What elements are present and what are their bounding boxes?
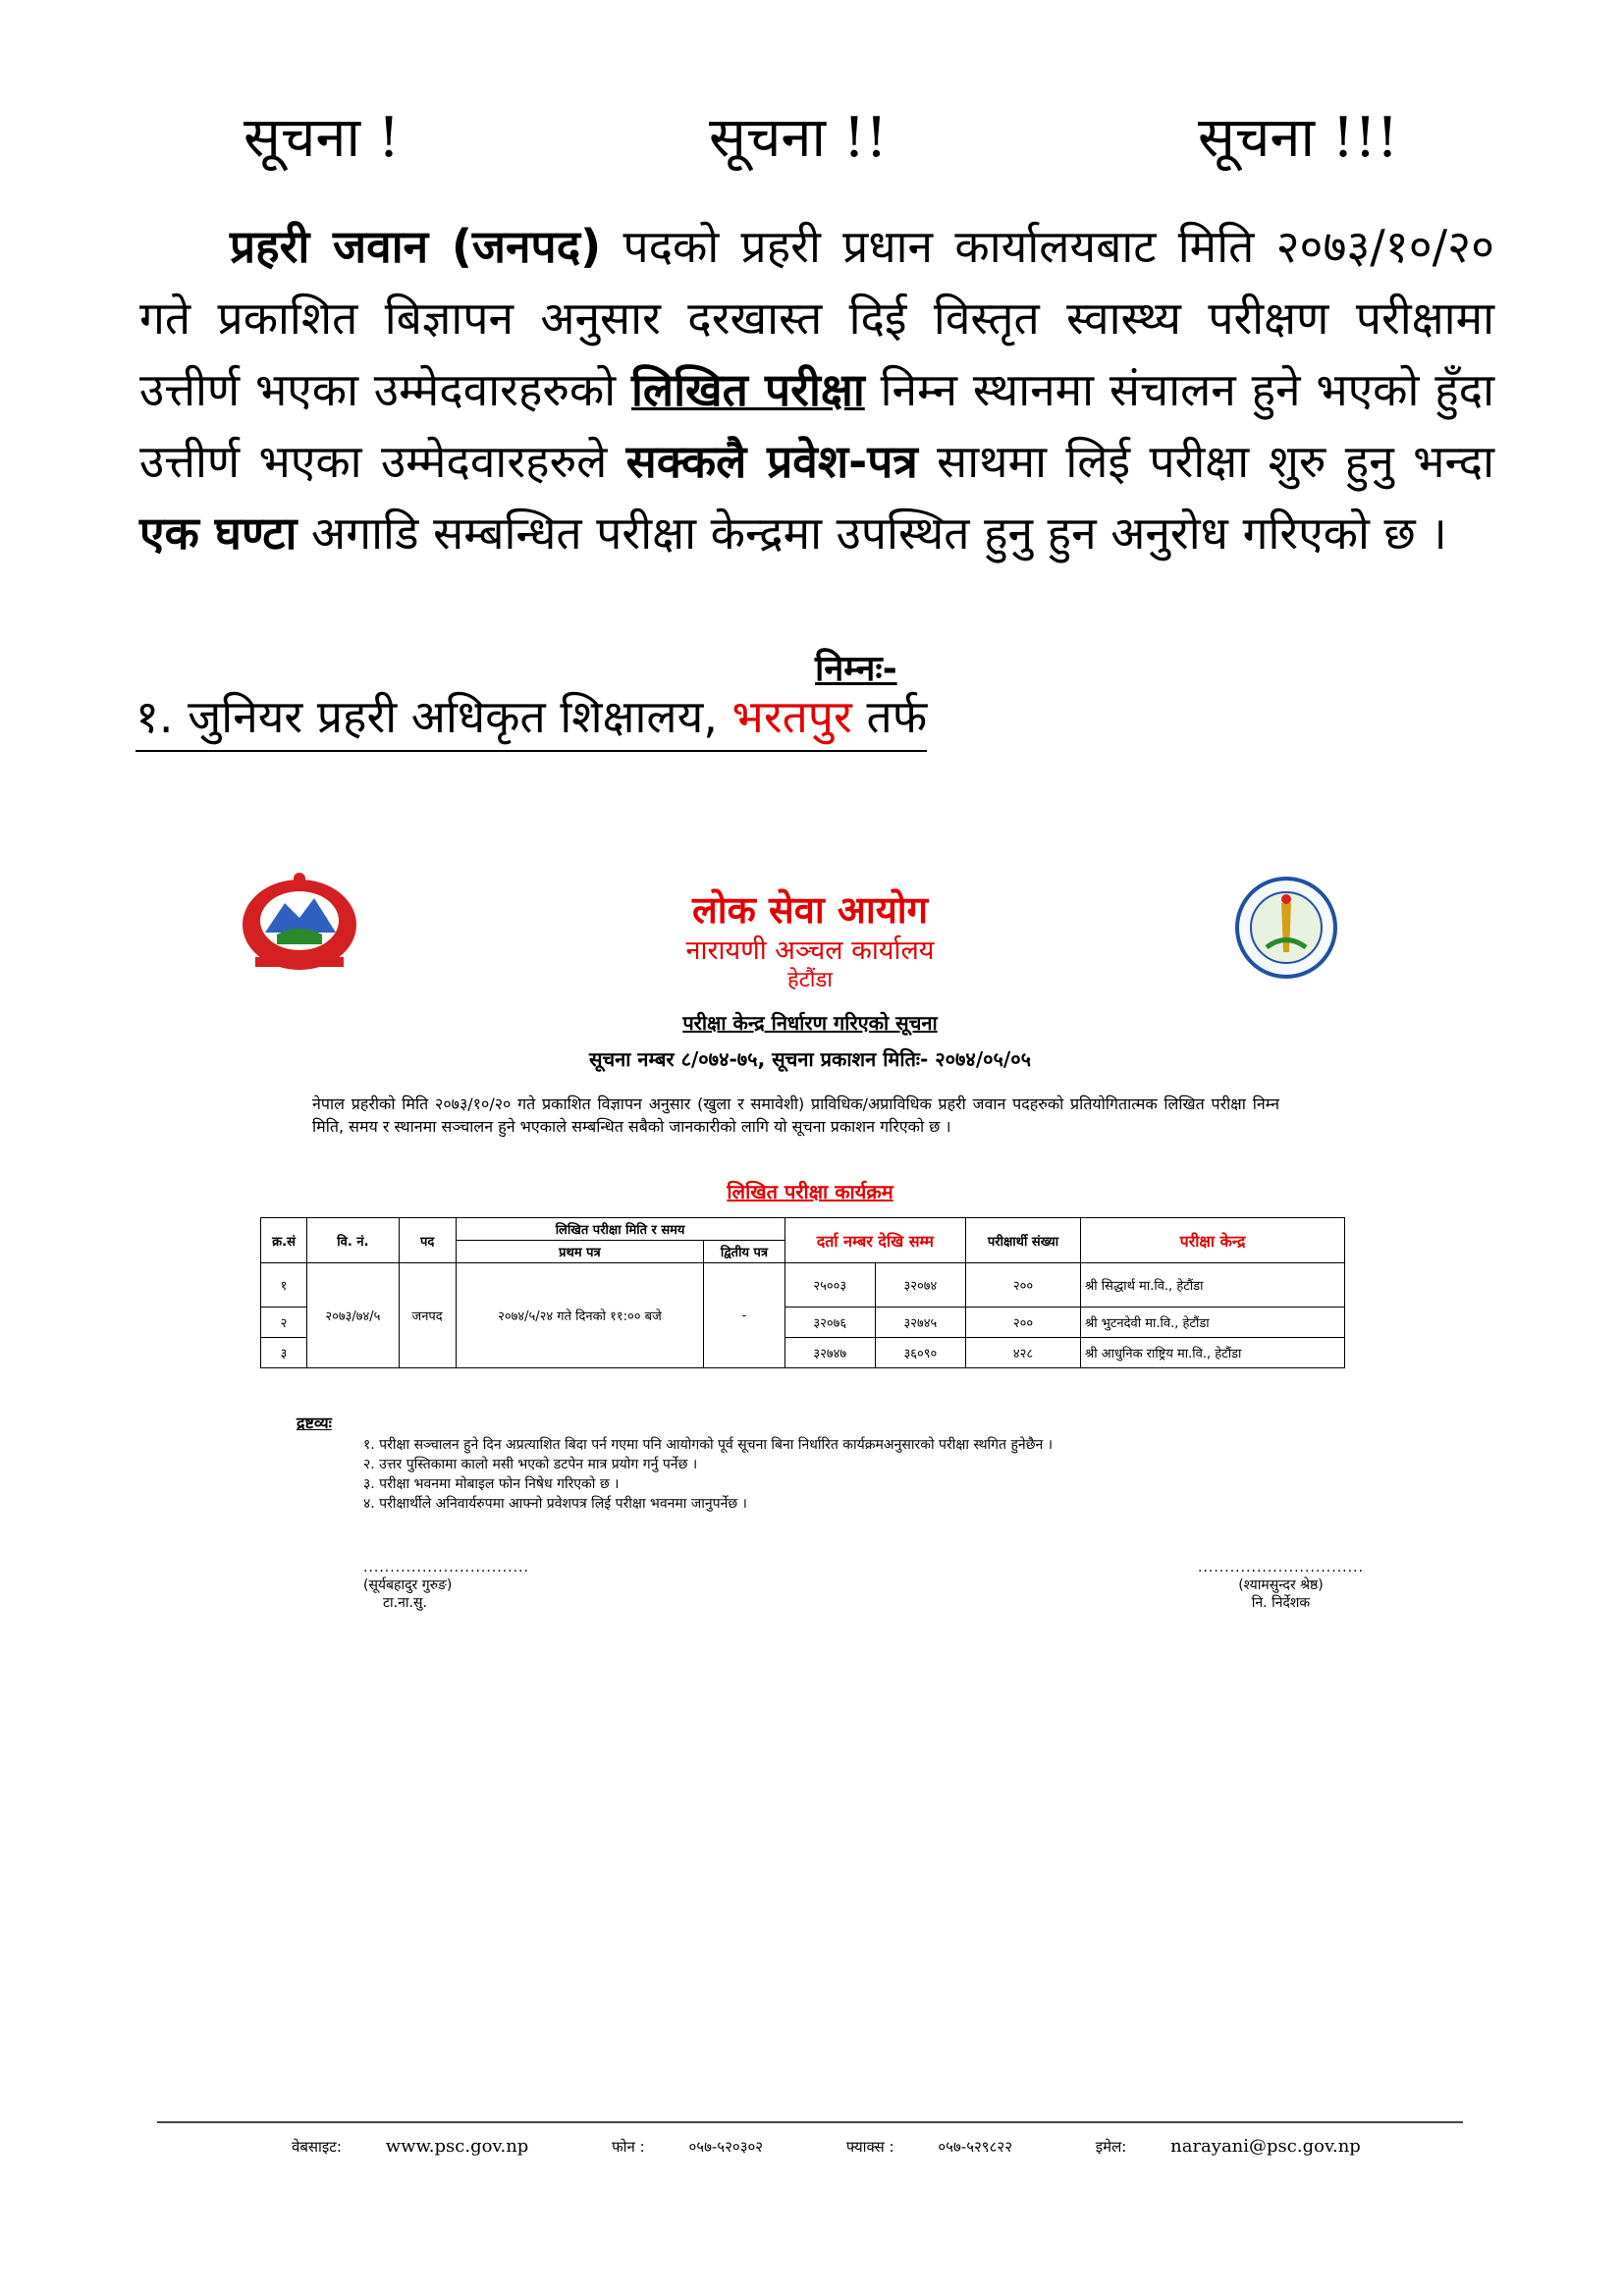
footer-phone [612,2138,802,2156]
list-item: ३. परीक्षा भवनमा मोबाइल फोन निषेध गरिएको छ । [363,1476,620,1492]
org-city: हेटौंडा [787,968,833,992]
one-hour-text: एक घण्टा [139,507,298,560]
cell-post: जनपद [399,1263,456,1368]
signatory-title: टा.ना.सु. [383,1595,427,1611]
col-center: परीक्षा केन्द्र [1081,1218,1345,1263]
admit-card-text: सक्कलै प्रवेश-पत्र [625,435,918,488]
signature-line: ............................... [363,1560,529,1575]
footer-email [1096,2138,1400,2156]
phone-label: फोन : [612,2138,645,2156]
program-title: लिखित परीक्षा कार्यक्रम [727,1180,893,1203]
cell-count: ४२८ [966,1338,1081,1368]
notes-list [363,1435,1296,1514]
cell-from: २५००३ [784,1263,875,1308]
cell-count: २०० [966,1263,1081,1308]
notice-title: परीक्षा केन्द्र निर्धारण गरिएको सूचना [682,1011,938,1035]
signature-line: ............................... [1198,1560,1364,1575]
paragraph-text-4: अगाडि सम्बन्धित परीक्षा केन्द्रमा उपस्थित हुनु हुन अनुरोध गरिएको छ । [297,507,1447,560]
col-post: पद [399,1218,456,1263]
website-link[interactable]: www.psc.gov.np [385,2136,529,2157]
col-second-paper: द्वितीय पत्र [704,1241,784,1263]
heading-row [0,98,1623,187]
cell-count: २०० [966,1308,1081,1338]
fax-label: फ्याक्स : [845,2138,894,2156]
cell-center: श्री भुटनदेवी मा.वि., हेटौंडा [1081,1308,1345,1338]
cell-sn: १ [261,1263,307,1308]
phone-number: ०५७-५२०३०२ [688,2138,764,2156]
email-link[interactable]: narayani@psc.gov.np [1170,2136,1361,2157]
cell-first-paper: २०७४/५/२४ गते दिनको ११:०० बजे [456,1263,704,1368]
cell-vi-no: २०७३/७४/५ [307,1263,400,1368]
center-name: १. जुनियर प्रहरी अधिकृत शिक्षालय, [135,690,732,743]
list-item: १. परीक्षा सञ्चालन हुने दिन अप्रत्याशित बिदा पर्न गएमा पनि आयोगको पूर्व सूचना बिना निर्धारित कार्यक्रमअनुसारको परीक्षा स्थगित हुनेछैन । [363,1437,1054,1453]
exam-schedule-table [260,1217,1345,1368]
table-row [261,1263,1345,1308]
cell-to: ३२७४५ [875,1308,965,1338]
cell-sn: ३ [261,1338,307,1368]
center-place: भरतपुर [731,690,852,743]
paragraph-text-3: साथमा लिई परीक्षा शुरु हुनु भन्दा [917,435,1495,488]
cell-sn: २ [261,1308,307,1338]
signatory-title: नि. निर्देशक [1251,1595,1311,1611]
heading-notice-1: सूचना ! [243,106,401,170]
cell-from: ३२०७६ [784,1308,875,1338]
footer-website [292,2138,568,2156]
col-roll-range: दर्ता नम्बर देखि सम्म [784,1218,965,1263]
col-vi-no: वि. नं. [307,1218,400,1263]
notice-subtitle: सूचना नम्बर ८/०७४-७५, सूचना प्रकाशन मितिः- २०७४/०५/०५ [588,1047,1032,1071]
org-name: लोक सेवा आयोग [691,887,929,932]
col-exam-date: लिखित परीक्षा मिति र समय [456,1218,784,1241]
col-first-paper: प्रथम पत्र [456,1241,704,1263]
signatory-name: (सूर्यबहादुर गुरुङ) [363,1577,453,1593]
center-suffix: तर्फ [851,690,928,743]
cell-from: ३२७४७ [784,1338,875,1368]
footer-fax [846,2138,1052,2156]
footer [292,2136,1439,2157]
signature-left [363,1559,529,1612]
following-label: निम्नः- [815,649,897,689]
cell-to: ३२०७४ [875,1263,965,1308]
paragraph-text-2: निम्न स्थानमा संचालन हुने भएको हुँदा उत्तीर्ण भएका उम्मेदवारहरुले [139,363,1494,488]
col-sn: क्र.सं [261,1218,307,1263]
cell-second-paper: - [704,1263,784,1368]
signatory-name: (श्यामसुन्दर श्रेष्ठ) [1238,1577,1324,1593]
signature-right [1198,1559,1364,1612]
main-paragraph [139,211,1494,569]
footer-divider [157,2121,1463,2123]
website-label: वेबसाइट: [292,2138,342,2156]
org-office: नारायणी अञ्चल कार्यालय [685,935,935,966]
list-item: २. उत्तर पुस्तिकामा कालो मसी भएको डटपेन मात्र प्रयोग गर्नु पर्नेछ । [363,1457,698,1472]
post-name: प्रहरी जवान (जनपद) [230,220,602,273]
paragraph-text-1: पदको प्रहरी प्रधान कार्यालयबाट मिति २०७३/१०/२० गते प्रकाशित बिज्ञापन अनुसार दरखास्त दिई विस्तृत स्वास्थ्य परीक्षण परीक्षामा उत्तीर्ण भएका उम्मेदवारहरुको [139,220,1494,416]
exam-center-item [135,685,927,752]
email-label: इमेल: [1095,2138,1127,2156]
cell-center: श्री आधुनिक राष्ट्रिय मा.वि., हेटौंडा [1081,1338,1345,1368]
heading-notice-2: सूचना !! [709,106,888,170]
cell-center: श्री सिद्धार्थ मा.वि., हेटौंडा [1081,1263,1345,1308]
notice-body: नेपाल प्रहरीको मिति २०७३/१०/२० गते प्रकाशित विज्ञापन अनुसार (खुला र समावेशी) प्राविधिक/अप्राविधिक प्रहरी जवान पदहरुको प्रतियोगितात्मक लिखित परीक्षा निम्न मिति, समय र स्थानमा सञ्चालन हुने भएकाले सम्बन्धित सबैको जानकारीको लागि यो सूचना प्रकाशन गरिएको छ । [312,1095,1279,1136]
fax-number: ०५७-५२९८२२ [938,2138,1012,2156]
written-exam-text: लिखित परीक्षा [630,363,865,416]
embedded-psc-notice [226,854,1394,1639]
heading-notice-3: सूचना !!! [1198,106,1399,170]
col-count: परीक्षार्थी संख्या [966,1218,1081,1263]
list-item: ४. परीक्षार्थीले अनिवार्यरुपमा आफ्नो प्रवेशपत्र लिई परीक्षा भवनमा जानुपर्नेछ । [363,1496,747,1512]
note-title: द्रष्टव्यः [297,1414,332,1432]
cell-to: ३६०९० [875,1338,965,1368]
